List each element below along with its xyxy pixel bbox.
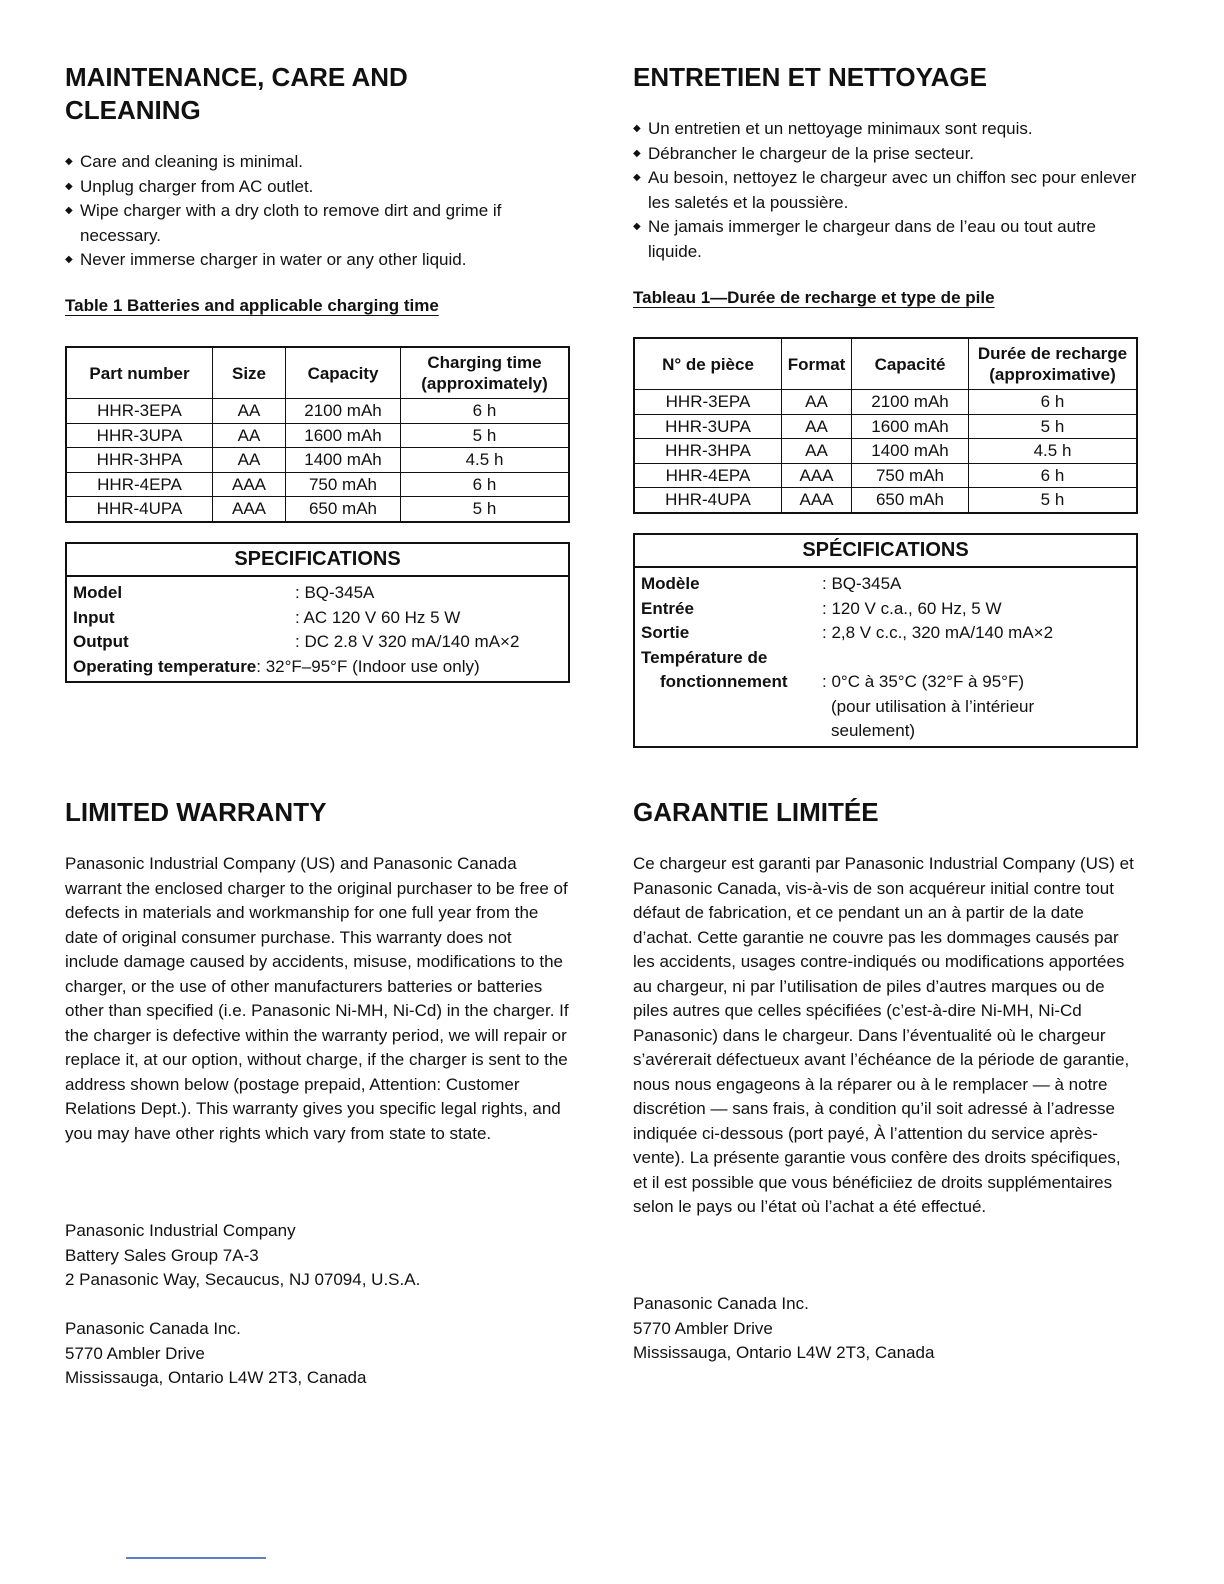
address-line: Battery Sales Group 7A-3 — [65, 1245, 259, 1265]
spec-label: Entrée — [641, 598, 694, 618]
spec-label: fonctionnement — [660, 672, 788, 691]
cell: 5 h — [401, 423, 570, 448]
cell: HHR-4UPA — [66, 497, 213, 522]
table-header-row — [634, 338, 1137, 390]
spec-label: Model — [73, 583, 123, 602]
cell: AAA — [782, 488, 852, 513]
maintenance-bullets — [65, 150, 570, 273]
warranty-body: Panasonic Industrial Company (US) and Panasonic Canada warrant the enclosed charger to the original purchaser to be free of defects in materials and workmanship for one full year from the date of original consumer purchase. This warranty does not include damage caused by accidents, misuse, modifications to the charger, or the use of other manufacturers batteries or batteries other than specified (i.e. Panasonic Ni-MH, Ni-Cd) in the charger. If the charger is defective within the warranty period, we will repair or replace it, at our option, without charge, if the charger is sent to the address shown below (postage prepaid, Attention: Customer Relations Dept.). This warranty gives you specific legal rights, and you may have other rights which vary from state to state. — [65, 854, 569, 1143]
spec-value: seulement) — [831, 721, 916, 740]
spec-row-output — [73, 630, 562, 655]
address-line: Mississauga, Ontario L4W 2T3, Canada — [633, 1343, 935, 1362]
entretien-title: ENTRETIEN ET NETTOYAGE — [633, 62, 987, 92]
specifications-title: SPÉCIFICATIONS — [635, 535, 1136, 568]
spec-value: : 32°F–95°F (Indoor use only) — [256, 656, 480, 676]
cell: 1400 mAh — [852, 439, 969, 464]
bullet-item: ◆ Never immerse charger in water or any other liquid. — [65, 248, 570, 273]
address-canada — [633, 1292, 1138, 1366]
battery-table — [633, 337, 1138, 514]
spec-value: : AC 120 V 60 Hz 5 W — [295, 607, 461, 627]
spec-label: Sortie — [641, 623, 690, 642]
table-row — [66, 423, 569, 448]
spec-row-temperature-label — [641, 646, 1130, 671]
table-header-row — [66, 347, 569, 399]
address-canada — [65, 1317, 570, 1391]
cell: HHR-4UPA — [634, 488, 782, 513]
table-row — [634, 390, 1137, 415]
address-us — [65, 1219, 570, 1293]
header-charging-time: Durée de recharge (approximative) — [969, 338, 1138, 390]
battery-table — [65, 346, 570, 523]
garantie-body: Ce chargeur est garanti par Panasonic Industrial Company (US) et Panasonic Canada, vis-à-vis de son acquéreur initial contre tout défaut de fabrication, et ce pendant un an à partir de la date d’achat. Cette garantie ne couvre pas les dommages causés par les accidents, usages contre-indiqués ou modifications apportées au chargeur, ni par l’utilisation de piles d’autres marques ou de piles autres que celles spécifiées (c’est-à-dire Ni-MH, Ni-Cd Panasonic) dans le chargeur. Dans l’éventualité où le chargeur s’avérerait défectueux avant l’échéance de la période de garantie, nous nous engageons à la réparer ou à le remplacer — à notre discrétion — sans frais, à condition qu’il soit adressé à l’adresse indiquée ci-dessous (port payé, À l’attention du service après-vente). La présente garantie vous confère des droits spécifiques, et il est possible que vous bénéficiiez de droits supplémentaires selon le pays ou l’état où l’achat a été effectué. — [633, 854, 1134, 1216]
footer-rule — [126, 1557, 266, 1559]
spec-value: : 0°C à 35°C (32°F à 95°F) — [822, 672, 1024, 691]
cell: 4.5 h — [401, 448, 570, 473]
table-row — [66, 448, 569, 473]
cell: 750 mAh — [286, 472, 401, 497]
cell: AA — [782, 439, 852, 464]
cell: 4.5 h — [969, 439, 1138, 464]
cell: HHR-4EPA — [634, 463, 782, 488]
bullet-item: ◆ Wipe charger with a dry cloth to remove dirt and grime if necessary. — [65, 199, 560, 248]
header-part-number: Part number — [66, 347, 213, 399]
spec-row-input — [641, 597, 1130, 622]
cell: HHR-3HPA — [634, 439, 782, 464]
cell: 6 h — [401, 399, 570, 424]
cell: AA — [213, 399, 286, 424]
spec-label: Input — [73, 607, 115, 627]
spec-label: Output — [73, 632, 129, 651]
specifications-title: SPECIFICATIONS — [67, 544, 568, 577]
table-row — [634, 414, 1137, 439]
specifications-box — [65, 542, 570, 683]
table-caption: Table 1 Batteries and applicable charging time — [65, 296, 439, 315]
header-capacity: Capacité — [852, 338, 969, 390]
spec-row-temperature-note — [641, 695, 1130, 720]
spec-value: : 120 V c.a., 60 Hz, 5 W — [822, 598, 1002, 618]
bullet-item: ◆ Care and cleaning is minimal. — [65, 150, 570, 175]
address-line: Panasonic Canada Inc. — [65, 1319, 241, 1338]
cell: 2100 mAh — [852, 390, 969, 415]
address-line: 5770 Ambler Drive — [633, 1318, 773, 1338]
cell: 750 mAh — [852, 463, 969, 488]
address-line: 2 Panasonic Way, Secaucus, NJ 07094, U.S.A. — [65, 1270, 421, 1289]
spec-label: Operating temperature — [73, 656, 257, 676]
spec-value: : BQ-345A — [295, 583, 375, 602]
warranty-title: LIMITED WARRANTY — [65, 797, 327, 827]
bullet-item: ◆ Au besoin, nettoyez le chargeur avec un chiffon sec pour enlever les saletés et la poussière. — [633, 166, 1138, 215]
cell: HHR-3UPA — [66, 423, 213, 448]
spec-row-output — [641, 621, 1130, 646]
cell: AAA — [213, 497, 286, 522]
address-line: Panasonic Canada Inc. — [633, 1294, 809, 1313]
cell: 5 h — [401, 497, 570, 522]
table-row — [66, 472, 569, 497]
header-format: Format — [782, 338, 852, 390]
entretien-bullets — [633, 117, 1138, 264]
table-row — [66, 497, 569, 522]
spec-value: (pour utilisation à l’intérieur — [831, 696, 1035, 716]
maintenance-title — [65, 61, 570, 127]
cell: AAA — [213, 472, 286, 497]
cell: AAA — [782, 463, 852, 488]
cell: HHR-4EPA — [66, 472, 213, 497]
header-size: Size — [213, 347, 286, 399]
spec-row-temperature — [641, 670, 1130, 695]
spec-label: Température de — [641, 647, 768, 667]
maintenance-title-line1: MAINTENANCE, CARE AND — [65, 62, 408, 92]
specifications-box — [633, 533, 1138, 748]
spec-label: Modèle — [641, 574, 700, 593]
garantie-title: GARANTIE LIMITÉE — [633, 797, 879, 827]
cell: AA — [213, 423, 286, 448]
cell: HHR-3EPA — [66, 399, 213, 424]
cell: AA — [782, 390, 852, 415]
spec-row-model — [73, 581, 562, 606]
cell: 650 mAh — [852, 488, 969, 513]
cell: 2100 mAh — [286, 399, 401, 424]
cell: HHR-3UPA — [634, 414, 782, 439]
table-row — [634, 463, 1137, 488]
bullet-item: ◆ Unplug charger from AC outlet. — [65, 175, 570, 200]
cell: 1600 mAh — [852, 414, 969, 439]
spec-row-temperature-note — [641, 719, 1130, 744]
spec-row-model — [641, 572, 1130, 597]
cell: 5 h — [969, 414, 1138, 439]
table-row — [634, 439, 1137, 464]
spec-value: : DC 2.8 V 320 mA/140 mA×2 — [295, 632, 520, 651]
cell: HHR-3EPA — [634, 390, 782, 415]
spec-value: : 2,8 V c.c., 320 mA/140 mA×2 — [822, 623, 1054, 642]
header-part-number: N° de pièce — [634, 338, 782, 390]
maintenance-title-line2: CLEANING — [65, 95, 201, 125]
cell: 650 mAh — [286, 497, 401, 522]
bullet-item: ◆ Débrancher le chargeur de la prise secteur. — [633, 142, 1138, 167]
table-row — [634, 488, 1137, 513]
address-line: 5770 Ambler Drive — [65, 1343, 205, 1363]
cell: 6 h — [401, 472, 570, 497]
address-line: Mississauga, Ontario L4W 2T3, Canada — [65, 1368, 367, 1387]
address-line: Panasonic Industrial Company — [65, 1221, 296, 1240]
header-charging-time: Charging time (approximately) — [401, 347, 570, 399]
bullet-item: ◆ Un entretien et un nettoyage minimaux sont requis. — [633, 117, 1138, 142]
cell: 5 h — [969, 488, 1138, 513]
cell: 6 h — [969, 463, 1138, 488]
cell: HHR-3HPA — [66, 448, 213, 473]
table-caption: Tableau 1—Durée de recharge et type de pile — [633, 288, 995, 307]
spec-row-input — [73, 606, 562, 631]
cell: AA — [782, 414, 852, 439]
table-row — [66, 399, 569, 424]
cell: 6 h — [969, 390, 1138, 415]
cell: 1600 mAh — [286, 423, 401, 448]
header-capacity: Capacity — [286, 347, 401, 399]
bullet-item: ◆ Ne jamais immerger le chargeur dans de l’eau ou tout autre liquide. — [633, 215, 1108, 264]
spec-value: : BQ-345A — [822, 574, 902, 593]
spec-row-temperature — [73, 655, 562, 680]
cell: 1400 mAh — [286, 448, 401, 473]
cell: AA — [213, 448, 286, 473]
